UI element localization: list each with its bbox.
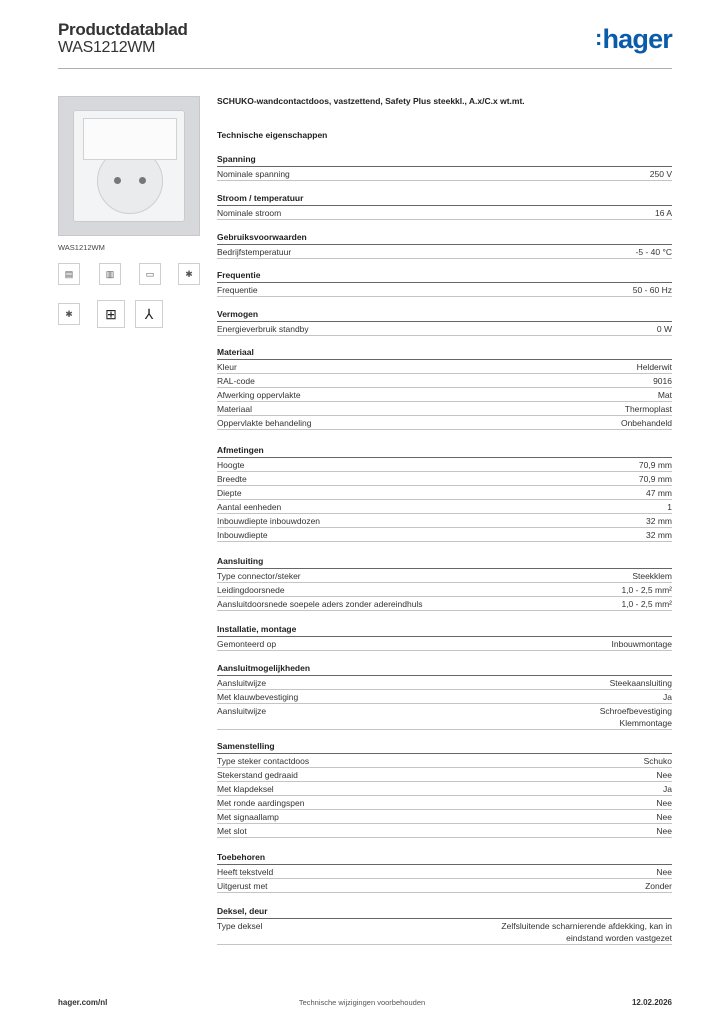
photo-caption: WAS1212WM: [58, 243, 105, 252]
spec-row: [217, 283, 672, 297]
spec-row: [217, 768, 672, 782]
spec-value: Steekklem: [632, 571, 672, 581]
spec-row: [217, 754, 672, 768]
spec-row: [217, 486, 672, 500]
spec-value: 47 mm: [646, 488, 672, 498]
spec-label: Met signaallamp: [217, 812, 279, 822]
section-title: Gebruiksvoorwaarden: [217, 231, 672, 245]
spec-row: [217, 206, 672, 220]
spec-value: 70,9 mm: [638, 460, 672, 470]
spec-label: Aansluitdoorsnede soepele aders zonder adereindhuls: [217, 599, 423, 609]
spec-value: 9016: [653, 376, 672, 386]
spec-section: [217, 231, 672, 259]
spec-row: [217, 528, 672, 542]
spec-label: Materiaal: [217, 404, 252, 414]
section-title: Installatie, montage: [217, 623, 672, 637]
spec-label: Breedte: [217, 474, 247, 484]
spec-section: [217, 662, 672, 730]
header-divider: [58, 68, 672, 69]
spec-label: Met klauwbevestiging: [217, 692, 299, 702]
spec-value: 32 mm: [646, 530, 672, 540]
spec-section: [217, 153, 672, 181]
spec-value: Nee: [656, 867, 672, 877]
spec-label: Energieverbruik standby: [217, 324, 309, 334]
section-title: Aansluitmogelijkheden: [217, 662, 672, 676]
spec-row: [217, 704, 672, 730]
spec-value: Schuko: [643, 756, 672, 766]
section-title: Toebehoren: [217, 851, 672, 865]
spec-row: [217, 919, 672, 945]
dot-icon: ✱: [178, 263, 200, 285]
section-title: Vermogen: [217, 308, 672, 322]
section-title: Aansluiting: [217, 555, 672, 569]
spec-label: Inbouwdiepte inbouwdozen: [217, 516, 321, 526]
spec-label: Type connector/steker: [217, 571, 301, 581]
spec-row: [217, 402, 672, 416]
spec-row: [217, 167, 672, 181]
page-title: Productdatablad: [58, 20, 188, 39]
spec-label: Nominale spanning: [217, 169, 290, 179]
footer-disclaimer: Technische wijzigingen voorbehouden: [298, 998, 426, 1007]
spec-value: Helderwit: [636, 362, 672, 372]
footer-date: 12.02.2026: [631, 998, 672, 1007]
spec-row: [217, 360, 672, 374]
spec-label: Heeft tekstveld: [217, 867, 274, 877]
socket-frame-icon: ▥: [99, 263, 121, 285]
spec-row: [217, 500, 672, 514]
product-description: SCHUKO-wandcontactdoos, vastzettend, Safety Plus steekkl., A.x/C.x wt.mt.: [217, 96, 525, 106]
spec-label: Inbouwdiepte: [217, 530, 268, 540]
spec-row: [217, 796, 672, 810]
spec-label: Met slot: [217, 826, 247, 836]
spec-row: [217, 388, 672, 402]
spec-value: Ja: [663, 784, 672, 794]
spec-row: [217, 514, 672, 528]
spec-section: [217, 346, 672, 430]
spec-label: Aansluitwijze: [217, 678, 267, 688]
spec-value: 0 W: [656, 324, 672, 334]
spec-row: [217, 676, 672, 690]
spec-row: [217, 472, 672, 486]
spec-label: Diepte: [217, 488, 242, 498]
section-title: Spanning: [217, 153, 672, 167]
spec-label: Uitgerust met: [217, 881, 268, 891]
spec-row: [217, 879, 672, 893]
spec-section: [217, 905, 672, 945]
spec-value: Nee: [656, 798, 672, 808]
spec-value: 1: [667, 502, 672, 512]
spec-row: [217, 322, 672, 336]
spec-value: Mat: [657, 390, 672, 400]
spec-section: [217, 269, 672, 297]
spec-section: [217, 740, 672, 838]
socket-pin: [139, 177, 146, 184]
socket-closed-icon: ▭: [139, 263, 161, 285]
spec-row: [217, 569, 672, 583]
spec-label: Hoogte: [217, 460, 245, 470]
spec-row: [217, 865, 672, 879]
spec-label: Aantal eenheden: [217, 502, 282, 512]
spec-label: Oppervlakte behandeling: [217, 418, 312, 428]
spec-label: Met klapdeksel: [217, 784, 274, 794]
spec-value: 16 A: [654, 208, 672, 218]
spec-value: 1,0 - 2,5 mm²: [621, 599, 672, 609]
spec-row: [217, 824, 672, 838]
spec-label: Gemonteerd op: [217, 639, 277, 649]
spec-section: [217, 851, 672, 893]
section-title: Materiaal: [217, 346, 672, 360]
product-photo: [58, 96, 200, 236]
spec-label: Afwerking oppervlakte: [217, 390, 301, 400]
spec-value: 250 V: [649, 169, 672, 179]
spec-value: 32 mm: [646, 516, 672, 526]
spec-label: Met ronde aardingspen: [217, 798, 305, 808]
spec-value: Ja: [663, 692, 672, 702]
section-title: Deksel, deur: [217, 905, 672, 919]
spec-row: [217, 637, 672, 651]
terminal-icon: ⅄: [135, 300, 163, 328]
spec-section: [217, 192, 672, 220]
section-title: Stroom / temperatuur: [217, 192, 672, 206]
spec-label: Leidingdoorsnede: [217, 585, 285, 595]
spec-row: [217, 810, 672, 824]
spec-label: Kleur: [217, 362, 237, 372]
socket-icon: ▤: [58, 263, 80, 285]
spec-value: Inbouwmontage: [611, 639, 672, 649]
hinged-cover: [83, 118, 177, 160]
spec-label: Aansluitwijze: [217, 706, 267, 716]
spec-value: Onbehandeld: [620, 418, 672, 428]
spec-value: 50 - 60 Hz: [632, 285, 672, 295]
spec-row: [217, 690, 672, 704]
spec-row: [217, 583, 672, 597]
footer-website[interactable]: hager.com/nl: [58, 998, 108, 1007]
spec-section: [217, 623, 672, 651]
spec-section: [217, 308, 672, 336]
spec-row: [217, 782, 672, 796]
spec-section: [217, 555, 672, 611]
small-dot-icon: ✱: [58, 303, 80, 325]
spec-value: Zonder: [645, 881, 672, 891]
spec-section: [217, 444, 672, 542]
hager-logo[interactable]: :hager: [594, 24, 672, 54]
spec-value: Nee: [656, 812, 672, 822]
spec-value: -5 - 40 °C: [635, 247, 672, 257]
section-title: Samenstelling: [217, 740, 672, 754]
spec-value: Schroefbevestiging Klemmontage: [599, 706, 672, 728]
spec-label: Bedrijfstemperatuur: [217, 247, 292, 257]
spec-value: 70,9 mm: [638, 474, 672, 484]
spec-row: [217, 458, 672, 472]
section-title: Frequentie: [217, 269, 672, 283]
section-title: Afmetingen: [217, 444, 672, 458]
tech-heading: Technische eigenschappen: [217, 130, 328, 140]
spec-row: [217, 597, 672, 611]
safety-plus-icon: ⊞: [97, 300, 125, 328]
spec-row: [217, 245, 672, 259]
page-subtitle: WAS1212WM: [58, 39, 156, 56]
spec-row: [217, 416, 672, 430]
spec-value: Nee: [656, 826, 672, 836]
spec-value: Steekaansluiting: [609, 678, 672, 688]
spec-value: Zelfsluitende scharnierende afdekking, kan in eindstand worden vastgezet: [501, 921, 672, 943]
spec-value: Thermoplast: [624, 404, 672, 414]
spec-label: Nominale stroom: [217, 208, 282, 218]
spec-label: Type deksel: [217, 921, 263, 931]
spec-value: Nee: [656, 770, 672, 780]
spec-label: Frequentie: [217, 285, 258, 295]
socket-frame: [73, 110, 185, 222]
spec-value: 1,0 - 2,5 mm²: [621, 585, 672, 595]
socket-pin: [114, 177, 121, 184]
spec-label: RAL-code: [217, 376, 255, 386]
spec-label: Type steker contactdoos: [217, 756, 310, 766]
spec-label: Stekerstand gedraaid: [217, 770, 298, 780]
spec-row: [217, 374, 672, 388]
